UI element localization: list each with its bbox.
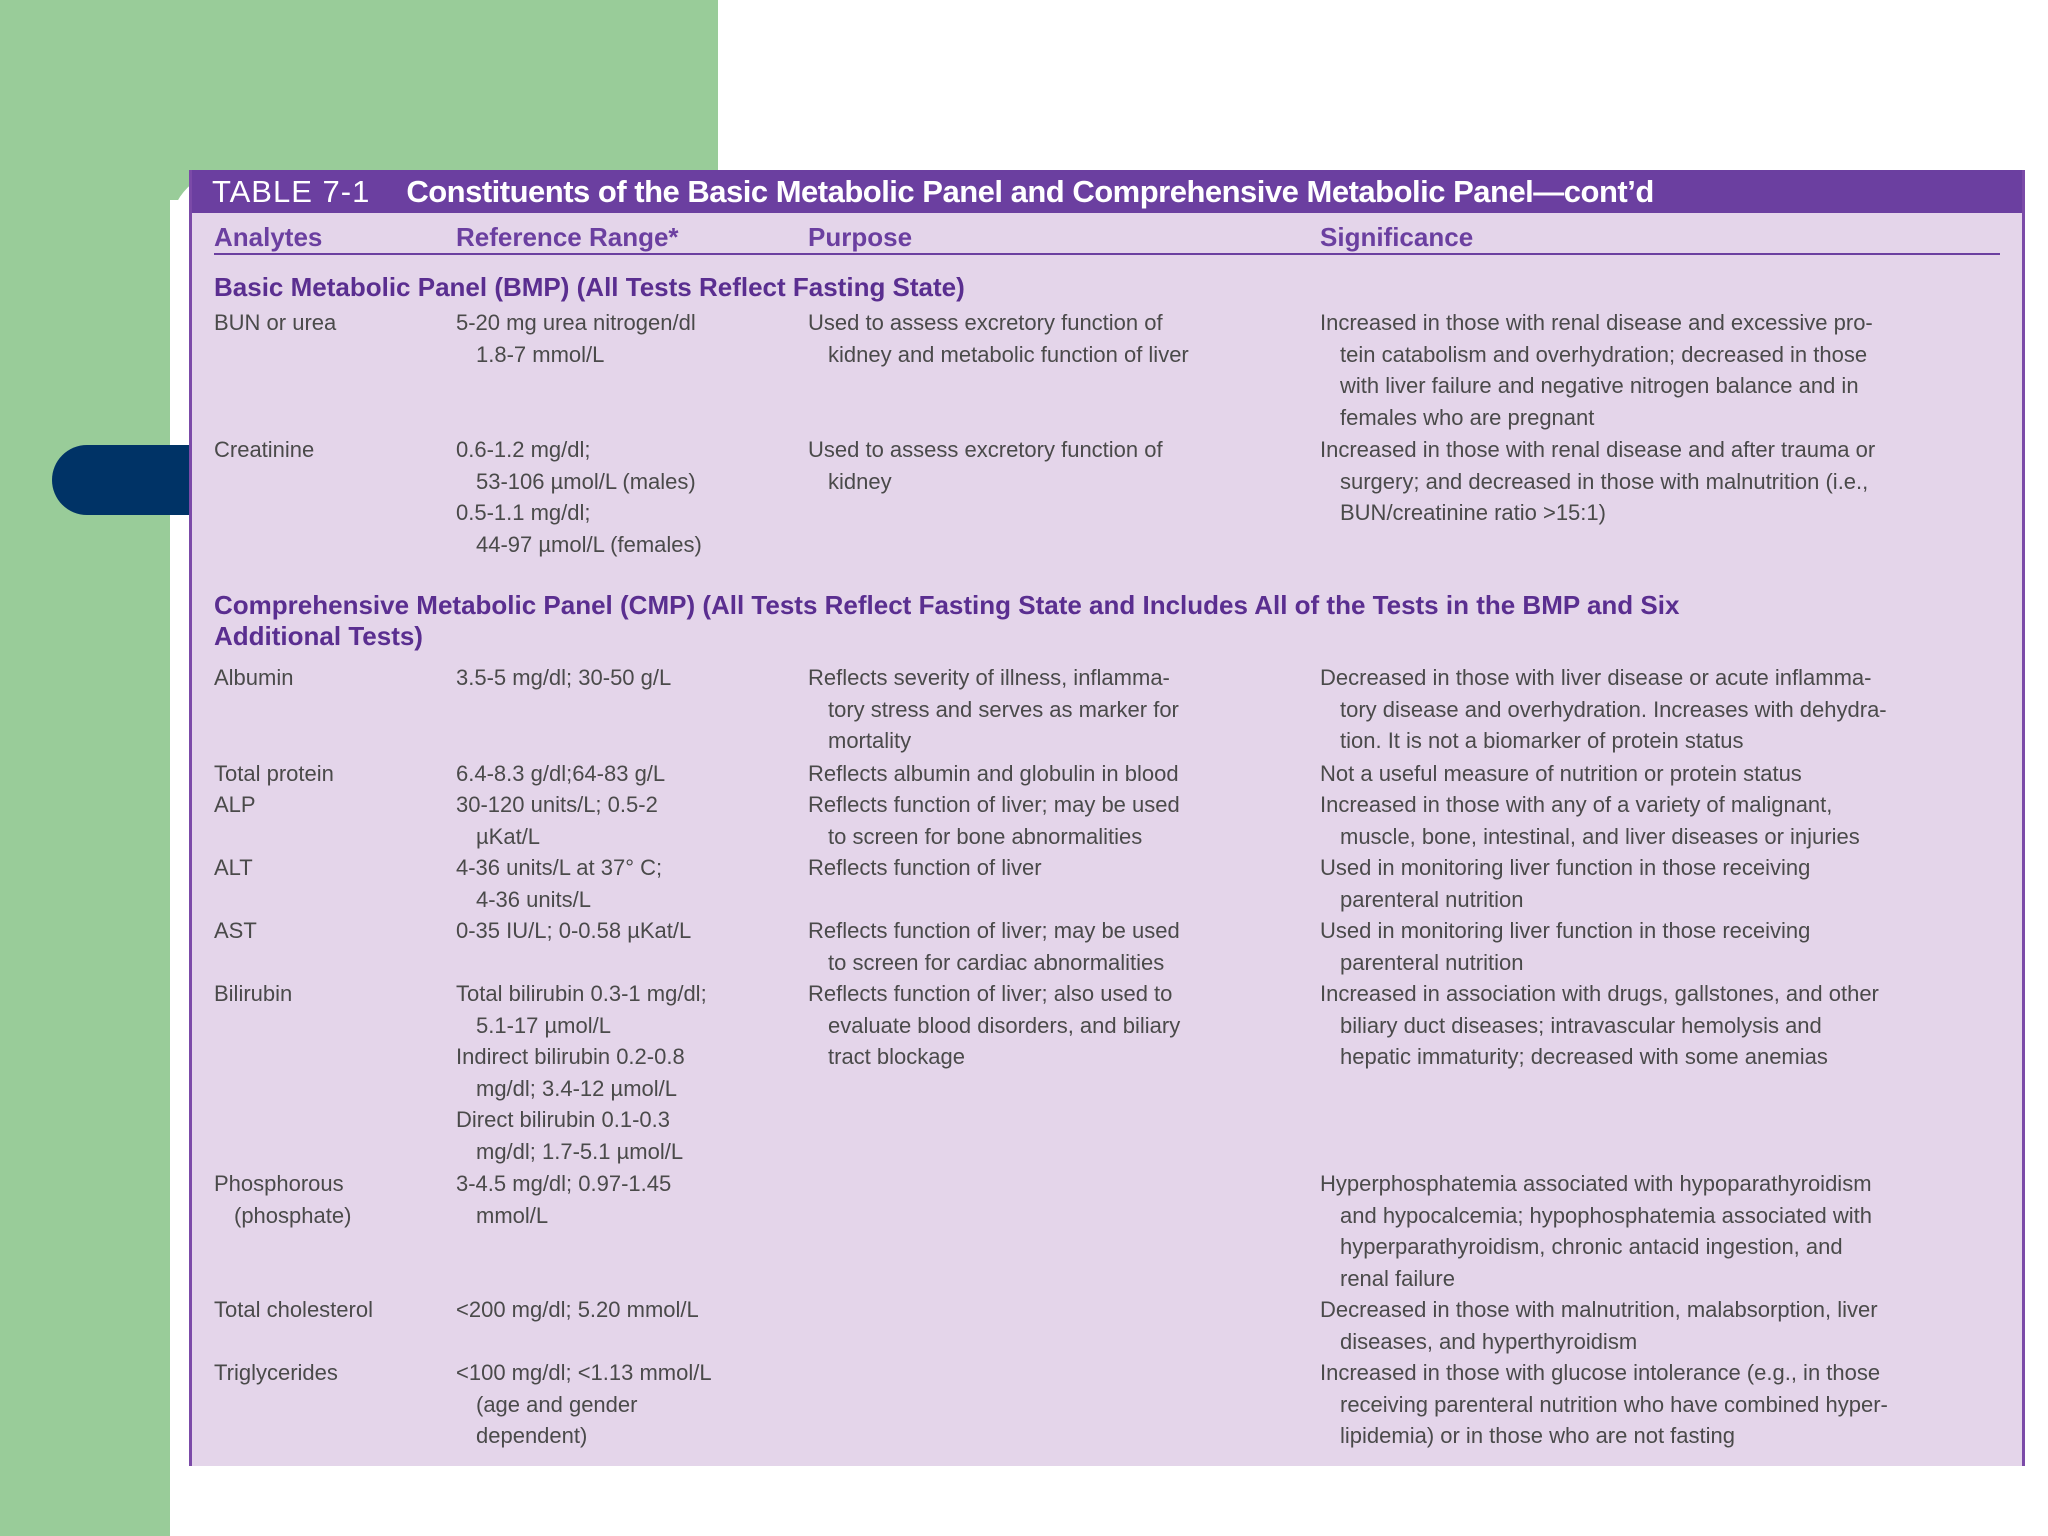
cell-text-line: hyperparathyroidism, chronic antacid ingestion, and — [1340, 1234, 1843, 1259]
significance-cell — [1320, 662, 2020, 757]
reference-range-cell — [456, 434, 796, 560]
significance-cell — [1320, 434, 2020, 529]
cell-text-line: and hypocalcemia; hypophosphatemia associated with — [1340, 1202, 1872, 1228]
reference-range-cell — [456, 789, 796, 852]
significance-cell — [1320, 307, 2020, 433]
green-background-left — [0, 0, 170, 1536]
cell-text-line: 0.5-1.1 mg/dl; — [456, 500, 591, 525]
reference-range-cell — [456, 307, 796, 370]
cell-text-line: <200 mg/dl; 5.20 mmol/L — [456, 1297, 699, 1322]
cell-text-line: Reflects function of liver — [808, 855, 1042, 880]
cell-text-line: Reflects function of liver; also used to — [808, 981, 1173, 1006]
table-title: Constituents of the Basic Metabolic Panel and Comprehensive Metabolic Panel—cont’d — [406, 173, 1654, 209]
significance-cell — [1320, 789, 2020, 852]
cell-text-line: Decreased in those with malnutrition, malabsorption, liver — [1320, 1297, 1878, 1322]
significance-cell — [1320, 1294, 2020, 1357]
analyte-cell — [214, 1168, 444, 1231]
cell-text-line: Used in monitoring liver function in those receiving — [1320, 855, 1811, 880]
purpose-cell — [808, 852, 1308, 884]
cell-text-line: Creatinine — [214, 437, 315, 462]
cell-text-line: Increased in those with glucose intolerance (e.g., in those — [1320, 1360, 1881, 1385]
cell-text-line: muscle, bone, intestinal, and liver diseases or injuries — [1340, 823, 1860, 849]
cell-text-line: 5-20 mg urea nitrogen/dl — [456, 310, 696, 335]
cell-text-line: BUN or urea — [214, 310, 337, 335]
cell-text-line: to screen for cardiac abnormalities — [828, 949, 1165, 975]
cell-text-line: AST — [214, 918, 257, 943]
purpose-cell — [808, 434, 1308, 497]
cell-text-line: hepatic immaturity; decreased with some anemias — [1340, 1044, 1828, 1069]
cell-text-line: Total cholesterol — [214, 1297, 373, 1322]
reference-range-cell — [456, 758, 796, 790]
purpose-cell — [808, 978, 1308, 1073]
cell-text-line: tory disease and overhydration. Increases with dehydra- — [1340, 696, 1887, 722]
cell-text-line: 0-35 IU/L; 0-0.58 µKat/L — [456, 918, 692, 943]
cell-text-line: tract blockage — [828, 1044, 965, 1069]
cell-text-line: tion. It is not a biomarker of protein status — [1340, 728, 1744, 753]
purpose-cell — [808, 915, 1308, 978]
significance-cell — [1320, 758, 2020, 790]
cell-text-line: 44-97 µmol/L (females) — [476, 531, 702, 557]
cell-text-line: Increased in those with renal disease and excessive pro- — [1320, 310, 1873, 335]
cell-text-line: mg/dl; 3.4-12 µmol/L — [476, 1075, 677, 1101]
table-header — [192, 170, 2022, 213]
cell-text-line: Indirect bilirubin 0.2-0.8 — [456, 1044, 685, 1069]
cell-text-line: 5.1-17 µmol/L — [476, 1012, 611, 1038]
cell-text-line: parenteral nutrition — [1340, 949, 1524, 975]
purpose-cell — [808, 662, 1308, 757]
cell-text-line: mg/dl; 1.7-5.1 µmol/L — [476, 1138, 684, 1164]
cell-text-line: lipidemia) or in those who are not fasting — [1340, 1423, 1735, 1448]
analyte-cell — [214, 978, 444, 1010]
cmp-section-title-line2: Additional Tests) — [214, 621, 423, 651]
reference-range-cell — [456, 852, 796, 915]
cell-text-line: ALT — [214, 855, 253, 880]
cell-text-line: 4-36 units/L at 37° C; — [456, 855, 663, 880]
column-headers — [214, 213, 2000, 255]
cell-text-line: Total protein — [214, 761, 334, 786]
reference-range-cell — [456, 1357, 796, 1452]
cell-text-line: with liver failure and negative nitrogen balance and in — [1340, 373, 1859, 398]
analyte-cell — [214, 662, 444, 694]
cell-text-line: females who are pregnant — [1340, 404, 1595, 430]
cell-text-line: ALP — [214, 792, 256, 817]
cell-text-line: (age and gender — [476, 1391, 638, 1417]
cell-text-line: BUN/creatinine ratio >15:1) — [1340, 500, 1606, 525]
cell-text-line: 1.8-7 mmol/L — [476, 341, 605, 367]
cell-text-line: mmol/L — [476, 1202, 549, 1228]
analyte-cell — [214, 1357, 444, 1389]
slide-accent-tab — [52, 445, 202, 515]
cmp-section-title-line1: Comprehensive Metabolic Panel (CMP) (All Tests Reflect Fasting State and Includes All of the Tests in the BMP and Six — [214, 590, 1680, 620]
cell-text-line: Bilirubin — [214, 981, 293, 1006]
cell-text-line: surgery; and decreased in those with malnutrition (i.e., — [1340, 468, 1869, 494]
analyte-cell — [214, 434, 444, 466]
table-container — [189, 170, 2025, 1466]
cell-text-line: Reflects severity of illness, inflamma- — [808, 665, 1170, 690]
cell-text-line: Used to assess excretory function of — [808, 310, 1163, 335]
analyte-cell — [214, 852, 444, 884]
cell-text-line: Increased in those with renal disease and after trauma or — [1320, 437, 1876, 462]
cell-text-line: 3-4.5 mg/dl; 0.97-1.45 — [456, 1171, 672, 1196]
cell-text-line: diseases, and hyperthyroidism — [1340, 1328, 1638, 1354]
cell-text-line: parenteral nutrition — [1340, 886, 1524, 912]
cell-text-line: dependent) — [476, 1423, 588, 1448]
purpose-cell — [808, 758, 1308, 790]
purpose-cell — [808, 307, 1308, 370]
significance-cell — [1320, 852, 2020, 915]
cell-text-line: receiving parenteral nutrition who have combined hyper- — [1340, 1391, 1888, 1417]
cell-text-line: 6.4-8.3 g/dl;64-83 g/L — [456, 761, 666, 786]
cell-text-line: Reflects function of liver; may be used — [808, 792, 1180, 817]
cell-text-line: tein catabolism and overhydration; decreased in those — [1340, 341, 1868, 367]
analyte-cell — [214, 758, 444, 790]
cell-text-line: 30-120 units/L; 0.5-2 — [456, 792, 658, 817]
cell-text-line: 0.6-1.2 mg/dl; — [456, 437, 591, 462]
purpose-cell — [808, 789, 1308, 852]
cell-text-line: renal failure — [1340, 1265, 1455, 1291]
cell-text-line: µKat/L — [476, 823, 541, 849]
bmp-section-title: Basic Metabolic Panel (BMP) (All Tests Reflect Fasting State) — [214, 272, 965, 302]
cell-text-line: Increased in association with drugs, gallstones, and other — [1320, 981, 1879, 1006]
cell-text-line: to screen for bone abnormalities — [828, 823, 1143, 849]
column-header-purpose: Purpose — [808, 222, 913, 252]
reference-range-cell — [456, 662, 796, 694]
cell-text-line: kidney and metabolic function of liver — [828, 341, 1189, 367]
analyte-cell — [214, 915, 444, 947]
cell-text-line: Triglycerides — [214, 1360, 338, 1385]
cmp-section-title — [214, 590, 2004, 652]
significance-cell — [1320, 1357, 2020, 1452]
cell-text-line: Albumin — [214, 665, 294, 690]
cell-text-line: 4-36 units/L — [476, 886, 591, 912]
cell-text-line: Not a useful measure of nutrition or protein status — [1320, 761, 1802, 786]
significance-cell — [1320, 915, 2020, 978]
cell-text-line: Reflects albumin and globulin in blood — [808, 761, 1179, 786]
reference-range-cell — [456, 1294, 796, 1326]
cell-text-line: Increased in those with any of a variety of malignant, — [1320, 792, 1833, 817]
significance-cell — [1320, 1168, 2020, 1294]
cell-text-line: (phosphate) — [234, 1202, 352, 1228]
reference-range-cell — [456, 915, 796, 947]
column-header-reference-range: Reference Range* — [456, 222, 679, 252]
cell-text-line: kidney — [828, 468, 892, 494]
reference-range-cell — [456, 978, 796, 1167]
cell-text-line: evaluate blood disorders, and biliary — [828, 1012, 1181, 1038]
column-header-significance: Significance — [1320, 222, 1474, 252]
cell-text-line: tory stress and serves as marker for — [828, 696, 1179, 722]
cell-text-line: <100 mg/dl; <1.13 mmol/L — [456, 1360, 712, 1385]
cell-text-line: Used to assess excretory function of — [808, 437, 1163, 462]
cell-text-line: Decreased in those with liver disease or acute inflamma- — [1320, 665, 1872, 690]
cell-text-line: Reflects function of liver; may be used — [808, 918, 1180, 943]
cell-text-line: Used in monitoring liver function in those receiving — [1320, 918, 1811, 943]
cell-text-line: 53-106 µmol/L (males) — [476, 468, 696, 494]
column-header-analytes: Analytes — [214, 222, 323, 252]
cell-text-line: Direct bilirubin 0.1-0.3 — [456, 1107, 670, 1132]
cell-text-line: Total bilirubin 0.3-1 mg/dl; — [456, 981, 707, 1006]
significance-cell — [1320, 978, 2020, 1073]
cell-text-line: 3.5-5 mg/dl; 30-50 g/L — [456, 665, 672, 690]
analyte-cell — [214, 789, 444, 821]
cell-text-line: Hyperphosphatemia associated with hypoparathyroidism — [1320, 1171, 1872, 1196]
cell-text-line: biliary duct diseases; intravascular hemolysis and — [1340, 1012, 1822, 1038]
analyte-cell — [214, 1294, 444, 1326]
table-number: TABLE 7-1 — [212, 173, 371, 209]
cell-text-line: mortality — [828, 728, 912, 753]
reference-range-cell — [456, 1168, 796, 1231]
analyte-cell — [214, 307, 444, 339]
cell-text-line: Phosphorous — [214, 1171, 344, 1196]
